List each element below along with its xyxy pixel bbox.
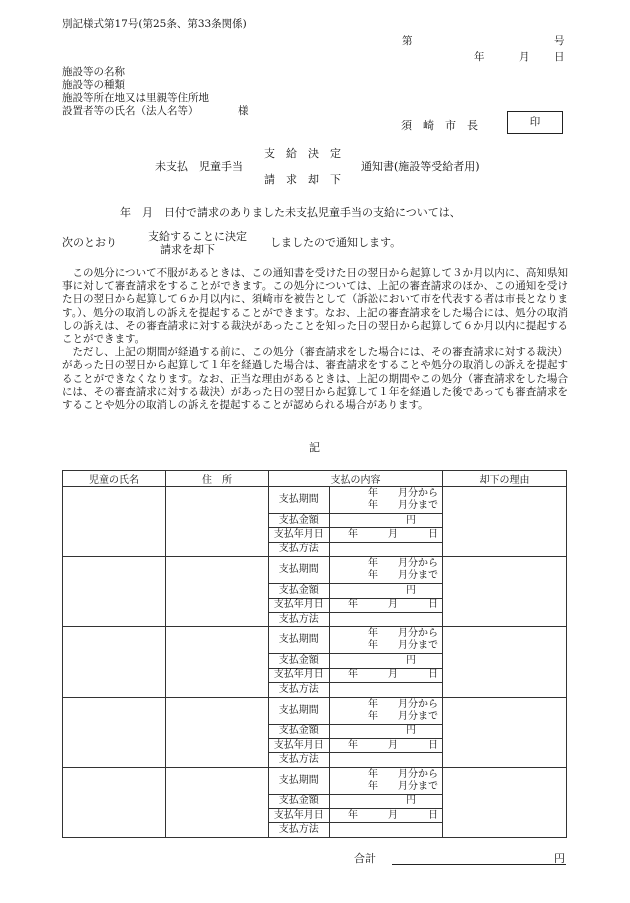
method-label: 支払方法 [269,823,329,837]
intro-line: 年 月 日付で請求のありました未支払児童手当の支給については、 [120,206,461,219]
total-label: 合計 [354,852,376,865]
title-option-reject: 請 求 却 下 [264,173,341,186]
appeal-notice [62,267,568,412]
period-from: 年 月分から [368,628,438,640]
amount-label: 支払金額 [269,724,329,738]
period-from: 年 月分から [368,768,438,780]
honorific: 様 [238,105,249,117]
date-day: 日 [554,51,565,63]
pay-date-value[interactable] [329,809,442,823]
seal-stamp: 印 [507,111,563,134]
table-row [63,557,567,627]
table-row [63,627,567,697]
pay-date-value[interactable] [329,528,442,542]
total-underline [392,864,566,865]
facility-name-label: 施設等の名称 [62,66,125,78]
amount-value[interactable] [329,794,442,808]
amount-unit: 円 [406,655,416,667]
pay-date-format: 年 月 日 [348,599,438,611]
period-value[interactable] [329,627,442,654]
pay-date-format: 年 月 日 [348,669,438,681]
amount-value[interactable] [329,584,442,598]
facility-type-label: 施設等の種類 [62,79,125,91]
method-value[interactable] [329,612,442,626]
payment-content-cell [269,767,443,837]
total-unit: 円 [554,852,565,865]
amount-label: 支払金額 [269,584,329,598]
pay-date-value[interactable] [329,598,442,612]
payment-detail [269,487,442,556]
amount-value[interactable] [329,514,442,528]
period-to: 年 月分まで [368,640,438,652]
period-to: 年 月分まで [368,780,438,792]
payment-detail [269,627,442,696]
payment-table [62,470,567,838]
title-suffix: 通知書(施設等受給者用) [361,160,480,173]
method-label: 支払方法 [269,683,329,697]
col-child-name: 児童の氏名 [63,471,166,487]
period-from: 年 月分から [368,488,438,499]
pay-date-label: 支払年月日 [269,738,329,752]
period-to: 年 月分まで [368,570,438,582]
period-value[interactable] [329,768,442,795]
title-prefix: 未支払 児童手当 [155,160,243,173]
amount-unit: 円 [406,795,416,807]
col-address: 住 所 [166,471,269,487]
pay-date-value[interactable] [329,668,442,682]
child-name-cell[interactable] [63,627,166,697]
pay-date-format: 年 月 日 [348,739,438,751]
pay-date-label: 支払年月日 [269,668,329,682]
table-row [63,767,567,837]
method-label: 支払方法 [269,612,329,626]
address-cell[interactable] [166,487,269,557]
period-label: 支払期間 [269,698,329,725]
payment-content-cell [269,697,443,767]
period-to: 年 月分まで [368,500,438,511]
reject-reason-cell[interactable] [443,767,567,837]
doc-number-suffix: 号 [554,35,565,47]
method-label: 支払方法 [269,542,329,556]
table-header-row [63,471,567,487]
child-name-cell[interactable] [63,767,166,837]
ki-label: 記 [309,441,320,454]
period-to: 年 月分まで [368,710,438,722]
table-row [63,697,567,767]
period-label: 支払期間 [269,768,329,795]
reject-reason-cell[interactable] [443,557,567,627]
pay-date-format: 年 月 日 [348,529,438,541]
intro-suffix: しましたので通知します。 [270,236,402,249]
period-value[interactable] [329,487,442,514]
amount-value[interactable] [329,654,442,668]
amount-label: 支払金額 [269,794,329,808]
period-value[interactable] [329,557,442,584]
intro-option-grant: 支給することに決定 [148,230,247,243]
address-cell[interactable] [166,627,269,697]
title-option-grant: 支 給 決 定 [264,147,341,160]
pay-date-label: 支払年月日 [269,528,329,542]
period-label: 支払期間 [269,557,329,584]
reject-reason-cell[interactable] [443,627,567,697]
reject-reason-cell[interactable] [443,487,567,557]
method-value[interactable] [329,753,442,767]
payment-content-cell [269,487,443,557]
col-payment-content: 支払の内容 [269,471,443,487]
amount-unit: 円 [406,725,416,737]
period-label: 支払期間 [269,627,329,654]
method-value[interactable] [329,823,442,837]
intro-option-reject: 請求を却下 [160,243,215,256]
pay-date-format: 年 月 日 [348,809,438,821]
address-cell[interactable] [166,697,269,767]
payment-detail [269,557,442,626]
period-from: 年 月分から [368,698,438,710]
col-reject-reason: 却下の理由 [443,471,567,487]
date-year: 年 [474,51,485,63]
period-from: 年 月分から [368,558,438,570]
pay-date-value[interactable] [329,738,442,752]
period-value[interactable] [329,698,442,725]
date-month: 月 [519,51,530,63]
period-label: 支払期間 [269,487,329,514]
pay-date-label: 支払年月日 [269,598,329,612]
reject-reason-cell[interactable] [443,697,567,767]
payment-content-cell [269,627,443,697]
address-cell[interactable] [166,767,269,837]
method-value[interactable] [329,542,442,556]
method-value[interactable] [329,683,442,697]
amount-unit: 円 [406,514,416,526]
pay-date-label: 支払年月日 [269,809,329,823]
form-number: 別記様式第17号(第25条、第33条関係) [62,18,247,30]
facility-address-label: 施設等所在地又は里親等住所地 [62,92,209,104]
doc-number-prefix: 第 [402,35,413,47]
amount-value[interactable] [329,724,442,738]
payment-detail [269,698,442,767]
amount-label: 支払金額 [269,654,329,668]
payment-detail [269,768,442,837]
intro-prefix: 次のとおり [62,236,117,249]
appeal-notice-p2: ただし、上記の期間が経過する前に、この処分（審査請求をした場合には、その審査請求に対する裁決）があった日の翌日から起算して１年を経過した場合は、審査請求をすることや処分の取消しの訴えを提起することができなくなります。なお、正当な理由があるときは、上記の期間やこの処分（審査請求をした場合には、その審査請求に対する裁決）があった日の翌日から起算して１年を経過した後であっても審査請求をすることや処分の取消しの訴えを提起することが認められる場合があります。 [62,346,568,412]
payment-content-cell [269,557,443,627]
child-name-cell[interactable] [63,487,166,557]
method-label: 支払方法 [269,753,329,767]
table-row [63,487,567,557]
appeal-notice-p1: この処分について不服があるときは、この通知書を受けた日の翌日から起算して３か月以内に、高知県知事に対して審査請求をすることができます。この処分については、上記の審査請求のほか、この通知を受けた日の翌日から起算して６か月以内に、須崎市を被告として（訴訟において市を代表する者は市長となります。）、処分の取消しの訴えを提起することができます。なお、上記の審査請求をした場合には、処分の取消しの訴えは、その審査請求に対する裁決があったことを知った日の翌日から起算して６か月以内に提起することができます。 [62,267,568,346]
founder-name-label: 設置者等の氏名（法人名等） [62,105,199,117]
amount-label: 支払金額 [269,514,329,528]
address-cell[interactable] [166,557,269,627]
issuer-title: 須 崎 市 長 [401,119,478,132]
child-name-cell[interactable] [63,557,166,627]
amount-unit: 円 [406,584,416,596]
child-name-cell[interactable] [63,697,166,767]
